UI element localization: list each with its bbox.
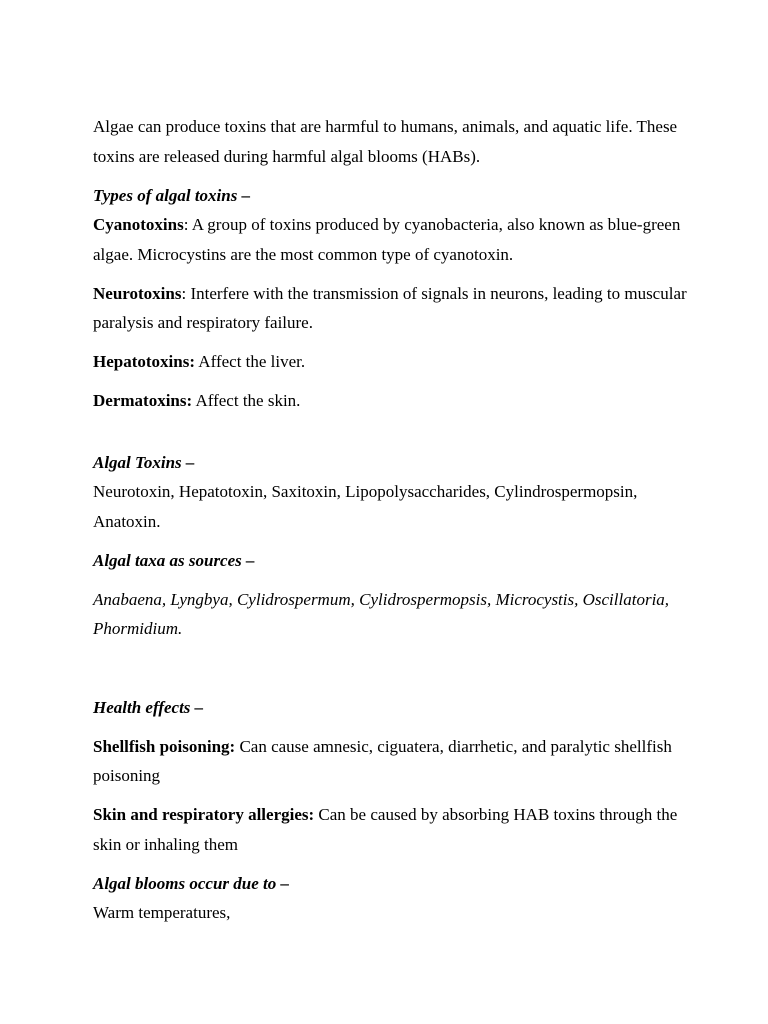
type-term: Dermatoxins: xyxy=(93,391,193,410)
health-allergies xyxy=(93,800,693,859)
intro-paragraph: Algae can produce toxins that are harmful to humans, animals, and aquatic life. These toxins are released during harmful algal blooms (HABs). xyxy=(93,117,678,166)
taxa-list: Anabaena, Lyngbya, Cylidrospermum, Cylidrospermopsis, Microcystis, Oscillatoria, Phormidium. xyxy=(93,589,670,638)
type-term: Hepatotoxins: xyxy=(93,352,195,371)
toxins-list: Neurotoxin, Hepatotoxin, Saxitoxin, Lipopolysaccharides, Cylindrospermopsin, Anatoxin. xyxy=(93,482,638,531)
type-text: Affect the skin. xyxy=(192,391,301,410)
blooms-heading: Algal blooms occur due to – xyxy=(93,873,289,893)
type-term: Neurotoxins xyxy=(93,283,182,303)
type-cyanotoxins xyxy=(93,210,693,269)
health-shellfish xyxy=(93,732,693,791)
type-term: Cyanotoxins xyxy=(93,215,184,234)
type-neurotoxins xyxy=(93,279,693,338)
health-term: Skin and respiratory allergies: xyxy=(93,805,315,824)
health-text: Can cause amnesic, ciguatera, diarrhetic, and paralytic shellfish poisoning xyxy=(93,736,672,785)
health-heading: Health effects – xyxy=(93,697,204,717)
types-heading: Types of algal toxins – xyxy=(93,185,251,205)
type-hepatotoxins xyxy=(93,347,693,377)
document-page xyxy=(93,112,693,928)
type-text: : A group of toxins produced by cyanobacteria, also known as blue-green algae. Microcystins are the most common type of cyanotoxin. xyxy=(93,215,681,264)
health-text: Can be caused by absorbing HAB toxins through the skin or inhaling them xyxy=(93,805,678,854)
taxa-heading: Algal taxa as sources – xyxy=(93,550,255,570)
blooms-first-cause: Warm temperatures, xyxy=(93,903,231,922)
toxins-heading: Algal Toxins – xyxy=(93,452,195,472)
health-term: Shellfish poisoning: xyxy=(93,736,236,756)
type-text: : Interfere with the transmission of signals in neurons, leading to muscular paralysis and respiratory failure. xyxy=(93,283,687,332)
type-dermatoxins xyxy=(93,386,693,416)
type-text: Affect the liver. xyxy=(195,352,306,371)
